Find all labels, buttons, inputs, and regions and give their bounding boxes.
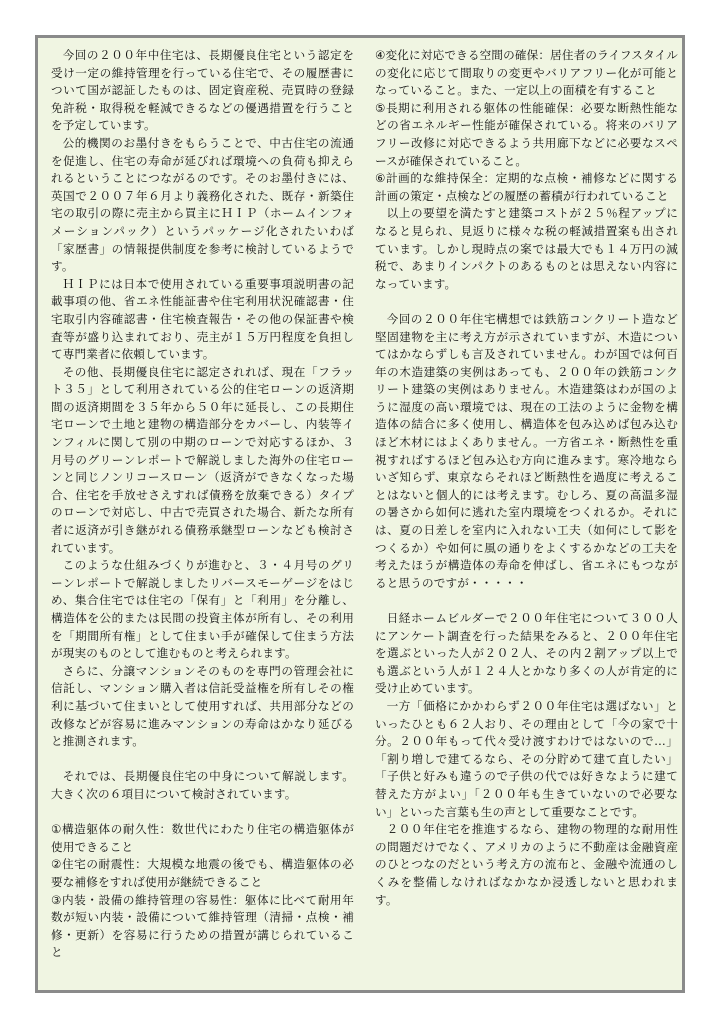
right-spacer bbox=[375, 592, 678, 610]
left-paragraph: それでは、長期優良住宅の中身について解説します。大きく次の６項目について検討されています。 bbox=[51, 769, 354, 801]
left-paragraph: 公的機関のお墨付きをもらうことで、中古住宅の流通を促進し、住宅の寿命が延びれば環境への負荷も抑えられるということにつながるのです。そのお墨付きには、英国で２００７年６月より義務化された、既存・新築住宅の取引の際に売主から買主にＨＩＰ（ホームインフォメーションパック）というパッケージ化されたいわば「家歴書」の情報提供制度を参考に検討しているようです。 bbox=[51, 135, 354, 274]
left-paragraph: ②住宅の耐震性：大規模な地震の後でも、構造躯体の必要な補修をすれば使用が継続できること bbox=[51, 857, 354, 889]
right-paragraph: 日経ホームビルダーで２００年住宅について３００人にアンケート調査を行った結果をみると、２００年住宅を選ぶといった人が２０２人、その内２割アップ以上でも選ぶという人が１２４人とかなり多くの人が肯定的に受け止めています。 bbox=[375, 611, 678, 696]
right-paragraph: ⑥計画的な維持保全：定期的な点検・補修などに関する計画の策定・点検などの履歴の蓄積が行われていること bbox=[375, 171, 678, 203]
left-paragraph: その他、長期優良住宅に認定されれば、現在「フラット３５」として利用されている公的住宅ローンの返済期間の返済期間を３５年から５０年に延長し、この長期住宅ローンで土地と建物の構造部分をカバーし、内装等インフィルに関して別の中期のローンで対応するほか、３月号のグリーンレポートで解説しました海外の住宅ローンと同じノンリコースローン（返済ができなくなった場合、住宅を手放せさえすれば債務を放棄できる）タイプのローンで対応し、中古で売買された場合、新たな所有者に返済が引き継がれる債務承継型ローンなども検討されています。 bbox=[51, 364, 354, 555]
right-paragraph: ２００年住宅を推進するなら、建物の物理的な耐用性の問題だけでなく、アメリカのように不動産は金融資産のひとつなのだという考え方の流布と、金融や流通のしくみを整備しなければなかなか浸透しないと思われます。 bbox=[375, 822, 678, 907]
left-column bbox=[51, 47, 354, 962]
right-spacer bbox=[375, 293, 678, 311]
left-paragraph: ③内装・設備の維持管理の容易性：躯体に比べて耐用年数が短い内装・設備について維持管理（清掃・点検・補修・更新）を容易に行うための措置が講じられていること bbox=[51, 892, 354, 960]
left-paragraph: このような仕組みづくりが進むと、３・４月号のグリーンレポートで解説しましたリバースモーゲージをはじめ、集合住宅では住宅の「保有」と「利用」を分離し、構造体を公的または民間の投資主体が所有し、その利用を「期間所有権」として住まい手が確保して住まう方法が現実のものとして進むものと考えられます。 bbox=[51, 558, 354, 661]
left-paragraph: 今回の２００年中住宅は、長期優良住宅という認定を受け一定の維持管理を行っている住宅で、その履歴書について国が認証したものは、固定資産税、売買時の登録免許税・取得税を軽減できるなどの優遇措置を行うことを予定しています。 bbox=[51, 48, 354, 133]
right-paragraph: ⑤長期に利用される躯体の性能確保：必要な断熱性能などの省エネルギー性能が確保されている。将来のバリアフリー改修に対応できるよう共用廊下などに必要なスペースが確保されていること。 bbox=[375, 100, 678, 168]
right-paragraph: 以上の要望を満たすと建築コストが２５％程アップになると見られ、見返りに様々な税の軽減措置案も出されています。しかし現時点の案では最大でも１４万円の減税で、あまりインパクトのあるものとは思えない内容になっています。 bbox=[375, 206, 678, 291]
left-spacer bbox=[51, 751, 354, 769]
right-column bbox=[375, 47, 678, 909]
right-paragraph: 一方「価格にかかわらず２００年住宅は選ばない」といったひとも６２人おり、その理由として「今の家で十分。２００年もって代々受け渡すわけではないので…」「割り増しで建てるなら、その分貯めて建て直したい」「子供と好みも違うので子供の代では好きなように建て替えた方がよい」「２００年も生きていないので必要ない」といった言葉も生の声として重要なことです。 bbox=[375, 698, 678, 819]
left-paragraph: ＨＩＰには日本で使用されている重要事項説明書の記載事項の他、省エネ性能証書や住宅利用状況確認書・住宅取引内容確認書・住宅検査報告・その他の保証書や検査等が盛り込まれており、売主が１５万円程度を負担して専門業者に依頼しています。 bbox=[51, 276, 354, 362]
report-frame bbox=[35, 35, 685, 993]
left-spacer bbox=[51, 804, 354, 822]
right-paragraph: ④変化に対応できる空間の確保：居住者のライフスタイルの変化に応じて間取りの変更やバリアフリー化が可能となっていること。また、一定以上の面積を有すること bbox=[375, 48, 678, 98]
left-paragraph: ①構造躯体の耐久性：数世代にわたり住宅の構造躯体が使用できること bbox=[51, 822, 354, 854]
left-paragraph: さらに、分譲マンションそのものを専門の管理会社に信託し、マンション購入者は信託受益権を所有しその権利に基づいて住まいとして使用すれば、共用部分などの改修などが容易に進みマンションの寿命はかなり延びると推測されます。 bbox=[51, 663, 354, 749]
right-paragraph: 今回の２００年住宅構想では鉄筋コンクリート造など堅固建物を主に考え方が示されていますが、木造についてはかならずしも言及されていません。わが国では何百年の木造建築の実例はあっても、２００年の鉄筋コンクリート建築の実例はありません。木造建築はわが国のように湿度の高い環境では、現在の工法のように金物を構造体の結合に多く使用し、構造体を包み込めば包み込むほど木材にはよくありません。一方省エネ・断熱性を重視すればするほど包み込む方向に進みます。寒冷地ならいざ知らず、東京ならそれほど断熱性を過度に考えることはないと個人的には考えます。むしろ、夏の高温多湿の暑さから如何に逃れた室内環境をつくれるか。それには、夏の日差しを室内に入れない工夫（如何にして影をつくるか）や如何に風の通りをよくするかなどの工夫を考えたほうが構造体の寿命を伸ばし、省エネにもつながると思うのですが・・・・・ bbox=[375, 311, 678, 590]
